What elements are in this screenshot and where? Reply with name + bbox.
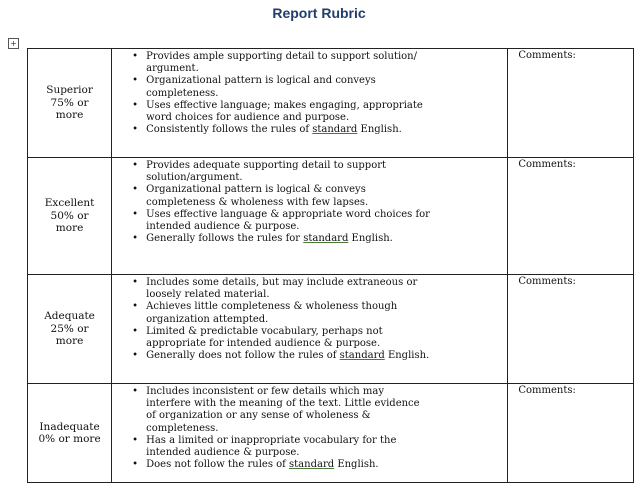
level-label-line: 25% or <box>50 322 89 335</box>
rubric-row <box>28 158 634 275</box>
level-label-line: 50% or <box>50 209 89 222</box>
comments-cell[interactable] <box>508 275 634 384</box>
criteria-item <box>132 51 503 75</box>
level-label-line: more <box>55 335 84 348</box>
criteria-line: • Provides adequate supporting detail to support <box>146 160 387 171</box>
criteria-item <box>132 184 503 208</box>
criteria-line: argument. <box>146 63 199 75</box>
criteria-line: completeness. <box>146 87 219 99</box>
level-label-line: Excellent <box>44 197 95 210</box>
criteria-line: • Has a limited or inappropriate vocabulary for the <box>146 434 397 446</box>
criteria-item <box>132 350 503 362</box>
criteria-line: completeness & wholeness with few lapses. <box>146 196 369 208</box>
level-label-line: more <box>55 222 84 235</box>
criteria-line: • Limited & predictable vocabulary, perhaps not <box>146 325 383 337</box>
level-label-line: 0% or more <box>38 433 101 445</box>
criteria-line: organization attempted. <box>146 313 269 325</box>
comments-cell[interactable] <box>508 158 634 275</box>
criteria-item <box>132 75 503 99</box>
criteria-line: appropriate for intended audience & purpose. <box>146 338 381 350</box>
criteria-line: • Provides ample supporting detail to support solution/ <box>146 51 417 62</box>
criteria-item <box>132 386 503 435</box>
criteria-line: completeness. <box>146 422 219 434</box>
criteria-item <box>132 326 503 350</box>
criteria-item <box>132 459 503 471</box>
comments-label: Comments: <box>518 385 576 396</box>
criteria-list <box>112 386 503 471</box>
criteria-list <box>112 277 503 362</box>
criteria-cell <box>112 49 508 158</box>
criteria-line: intended audience & purpose. <box>146 447 300 459</box>
level-cell <box>28 275 112 384</box>
criteria-line: of organization or any sense of wholeness & <box>146 410 371 422</box>
rubric-row <box>28 275 634 384</box>
criteria-line: • Uses effective language & appropriate word choices for <box>146 208 430 220</box>
comments-label: Comments: <box>518 276 576 287</box>
criteria-item <box>132 233 503 245</box>
criteria-line: • Achieves little completeness & wholeness though <box>146 301 398 313</box>
criteria-list <box>112 160 503 245</box>
level-cell <box>28 384 112 483</box>
criteria-line: • Includes inconsistent or few details which may <box>146 386 384 397</box>
rubric-row <box>28 49 634 158</box>
level-cell <box>28 49 112 158</box>
criteria-item <box>132 277 503 301</box>
criteria-item <box>132 124 503 136</box>
level-label-line: Inadequate <box>39 420 100 433</box>
criteria-item <box>132 209 503 233</box>
criteria-line: solution/argument. <box>146 172 243 184</box>
comments-cell[interactable] <box>508 49 634 158</box>
rubric-table <box>27 48 634 483</box>
level-cell <box>28 158 112 275</box>
document-title: Report Rubric <box>272 5 366 21</box>
criteria-list <box>112 51 503 136</box>
rubric-row <box>28 384 634 483</box>
level-label-line: Superior <box>46 84 93 97</box>
comments-cell[interactable] <box>508 384 634 483</box>
criteria-item <box>132 160 503 184</box>
comments-label: Comments: <box>518 159 576 170</box>
criteria-line: • Organizational pattern is logical and conveys <box>146 75 376 87</box>
level-label-line: more <box>55 109 84 122</box>
criteria-line: • Uses effective language; makes engaging, appropriate <box>146 99 423 111</box>
criteria-cell <box>112 275 508 384</box>
criteria-item <box>132 301 503 325</box>
criteria-item <box>132 435 503 459</box>
criteria-line: • Consistently follows the rules of standard English. <box>146 124 402 136</box>
criteria-item <box>132 100 503 124</box>
criteria-line: • Generally follows the rules for standard English. <box>146 233 393 245</box>
criteria-line: • Includes some details, but may include extraneous or <box>146 277 418 288</box>
criteria-cell <box>112 158 508 275</box>
level-label-line: Adequate <box>44 310 95 323</box>
criteria-line: • Organizational pattern is logical & conveys <box>146 184 366 196</box>
table-move-handle-icon[interactable]: + <box>8 38 19 49</box>
criteria-line: interfere with the meaning of the text. Little evidence <box>146 398 420 410</box>
criteria-cell <box>112 384 508 483</box>
criteria-line: • Generally does not follow the rules of standard English. <box>146 350 430 362</box>
criteria-line: word choices for audience and purpose. <box>146 112 350 124</box>
criteria-line: • Does not follow the rules of standard English. <box>146 459 379 471</box>
criteria-line: loosely related material. <box>146 289 270 301</box>
comments-label: Comments: <box>518 50 576 61</box>
criteria-line: intended audience & purpose. <box>146 221 300 233</box>
level-label-line: 75% or <box>50 96 89 109</box>
